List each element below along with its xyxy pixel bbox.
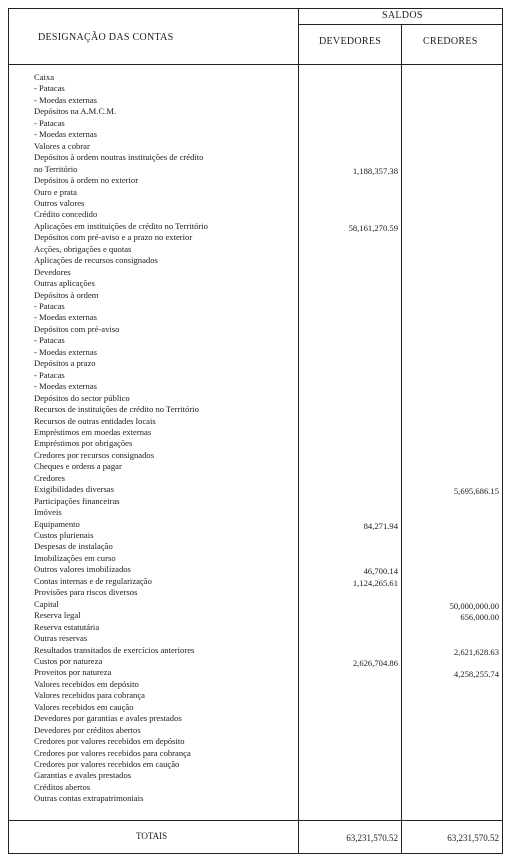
- account-label: Contas internas e de regularização: [34, 575, 152, 586]
- account-label: Reserva legal: [34, 610, 81, 621]
- right-border: [502, 8, 503, 854]
- credores-header: CREDORES: [423, 36, 478, 47]
- account-label: - Moedas externas: [34, 129, 97, 140]
- devedores-header: DEVEDORES: [319, 36, 382, 47]
- account-label: Recursos de outras entidades locais: [34, 415, 156, 426]
- saldos-underline: [298, 24, 503, 25]
- balance-sheet: [8, 8, 503, 853]
- account-label: - Patacas: [34, 369, 65, 380]
- account-label: Devedores por garantias e avales prestados: [34, 713, 182, 724]
- top-border: [8, 8, 503, 9]
- account-label: Exigibilidades diversas: [34, 484, 114, 495]
- account-label: Outras reservas: [34, 633, 88, 644]
- account-label: - Patacas: [34, 117, 65, 128]
- account-label: Outros valores imobilizados: [34, 564, 131, 575]
- devedores-value: 2,626,704.86: [352, 657, 398, 668]
- devedores-value: 1,124,265.61: [352, 577, 398, 588]
- bottom-border: [8, 853, 503, 854]
- account-label: Devedores por créditos abertos: [34, 724, 141, 735]
- credores-value: 4,258,255.74: [453, 669, 499, 680]
- account-label: Empréstimos por obrigações: [34, 438, 133, 449]
- account-label: Crédito concedido: [34, 209, 98, 220]
- account-label: - Patacas: [34, 301, 65, 311]
- account-label: Custos plurienais: [34, 530, 94, 540]
- devedores-value: 84,271.94: [363, 520, 398, 531]
- account-label: Reserva estatutária: [34, 621, 100, 632]
- account-label: Capital: [34, 598, 59, 609]
- account-label: Depósitos do sector público: [34, 392, 130, 403]
- account-label: - Moedas externas: [34, 381, 97, 392]
- account-label: Outras contas extrapatrimoniais: [34, 793, 144, 804]
- totals-label: TOTAIS: [136, 831, 168, 841]
- header-bottom-line: [8, 64, 503, 65]
- account-label: Aplicações de recursos consignados: [34, 255, 158, 266]
- divider-devedores: [298, 8, 299, 854]
- account-label: Outros valores: [34, 197, 85, 208]
- account-label: - Patacas: [34, 83, 65, 94]
- account-label: Valores a cobrar: [34, 140, 90, 151]
- account-label: Garantias e avales prestados: [34, 770, 132, 781]
- account-label: Acções, obrigações e quotas: [34, 243, 132, 254]
- account-label: Proveitos por natureza: [34, 667, 112, 678]
- account-label: no Território: [34, 163, 78, 174]
- devedores-value: 1,188,357.38: [352, 165, 398, 176]
- account-label: Provisões para riscos diversos: [34, 587, 138, 598]
- totals-devedores: 63,231,570.52: [346, 833, 398, 843]
- account-label: - Moedas externas: [34, 346, 97, 357]
- credores-value: 50,000,000.00: [449, 600, 499, 611]
- saldos-header: SALDOS: [382, 10, 423, 21]
- account-label: Aplicações em instituições de crédito no Território: [34, 220, 208, 231]
- account-label: Credores por valores recebidos para cobrança: [34, 747, 191, 758]
- account-label: Imobilizações em curso: [34, 552, 116, 563]
- account-label: Imóveis: [34, 507, 62, 518]
- divider-credores: [401, 24, 402, 854]
- account-label: Valores recebidos em depósito: [34, 678, 139, 689]
- account-label: Depósitos na A.M.C.M.: [34, 106, 117, 117]
- account-label: Depósitos com pré-aviso: [34, 323, 120, 334]
- account-label: Participações financeiras: [34, 495, 120, 506]
- devedores-value: 46,700.14: [363, 566, 398, 577]
- account-label: Depósitos com pré-aviso e a prazo no exterior: [34, 232, 193, 243]
- devedores-value: 58,161,270.59: [348, 222, 398, 233]
- account-label: Equipamento: [34, 518, 80, 529]
- totals-credores: 63,231,570.52: [447, 833, 499, 843]
- account-label: Ouro e prata: [34, 186, 77, 197]
- account-label: Depósitos à ordem no exterior: [34, 175, 139, 186]
- credores-value: 2,621,628.63: [453, 646, 499, 657]
- account-label: - Moedas externas: [34, 312, 97, 323]
- account-label: Devedores: [34, 266, 71, 277]
- account-label: Credores por valores recebidos em depósito: [34, 736, 185, 747]
- account-label: Despesas de instalação: [34, 541, 113, 552]
- account-label: Depósitos a prazo: [34, 358, 96, 369]
- account-label: - Patacas: [34, 335, 65, 346]
- designacao-header: DESIGNAÇÃO DAS CONTAS: [38, 32, 174, 43]
- account-label: Cheques e ordens a pagar: [34, 461, 122, 472]
- credores-value: 5,695,686.15: [453, 486, 499, 497]
- account-label: Depósitos à ordem noutras instituições de crédito: [34, 152, 204, 163]
- account-label: Outras aplicações: [34, 278, 95, 289]
- account-label: Créditos abertos: [34, 781, 91, 792]
- account-label: Valores recebidos para cobrança: [34, 690, 145, 701]
- account-label: Custos por natureza: [34, 655, 103, 666]
- account-label: Depósitos à ordem: [34, 289, 99, 300]
- account-label: Caixa: [34, 72, 55, 82]
- totals-top-line: [8, 820, 503, 821]
- credores-value: 656,000.00: [460, 612, 499, 623]
- account-label: Resultados transitados de exercícios anteriores: [34, 644, 195, 655]
- account-label: Recursos de instituições de crédito no Território: [34, 404, 199, 415]
- account-label: - Moedas externas: [34, 94, 97, 105]
- left-border: [8, 8, 9, 854]
- account-label: Credores por recursos consignados: [34, 449, 155, 460]
- account-label: Valores recebidos em caução: [34, 701, 134, 712]
- account-label: Credores: [34, 472, 66, 483]
- account-label: Credores por valores recebidos em caução: [34, 759, 180, 769]
- account-label: Empréstimos em moedas externas: [34, 426, 152, 437]
